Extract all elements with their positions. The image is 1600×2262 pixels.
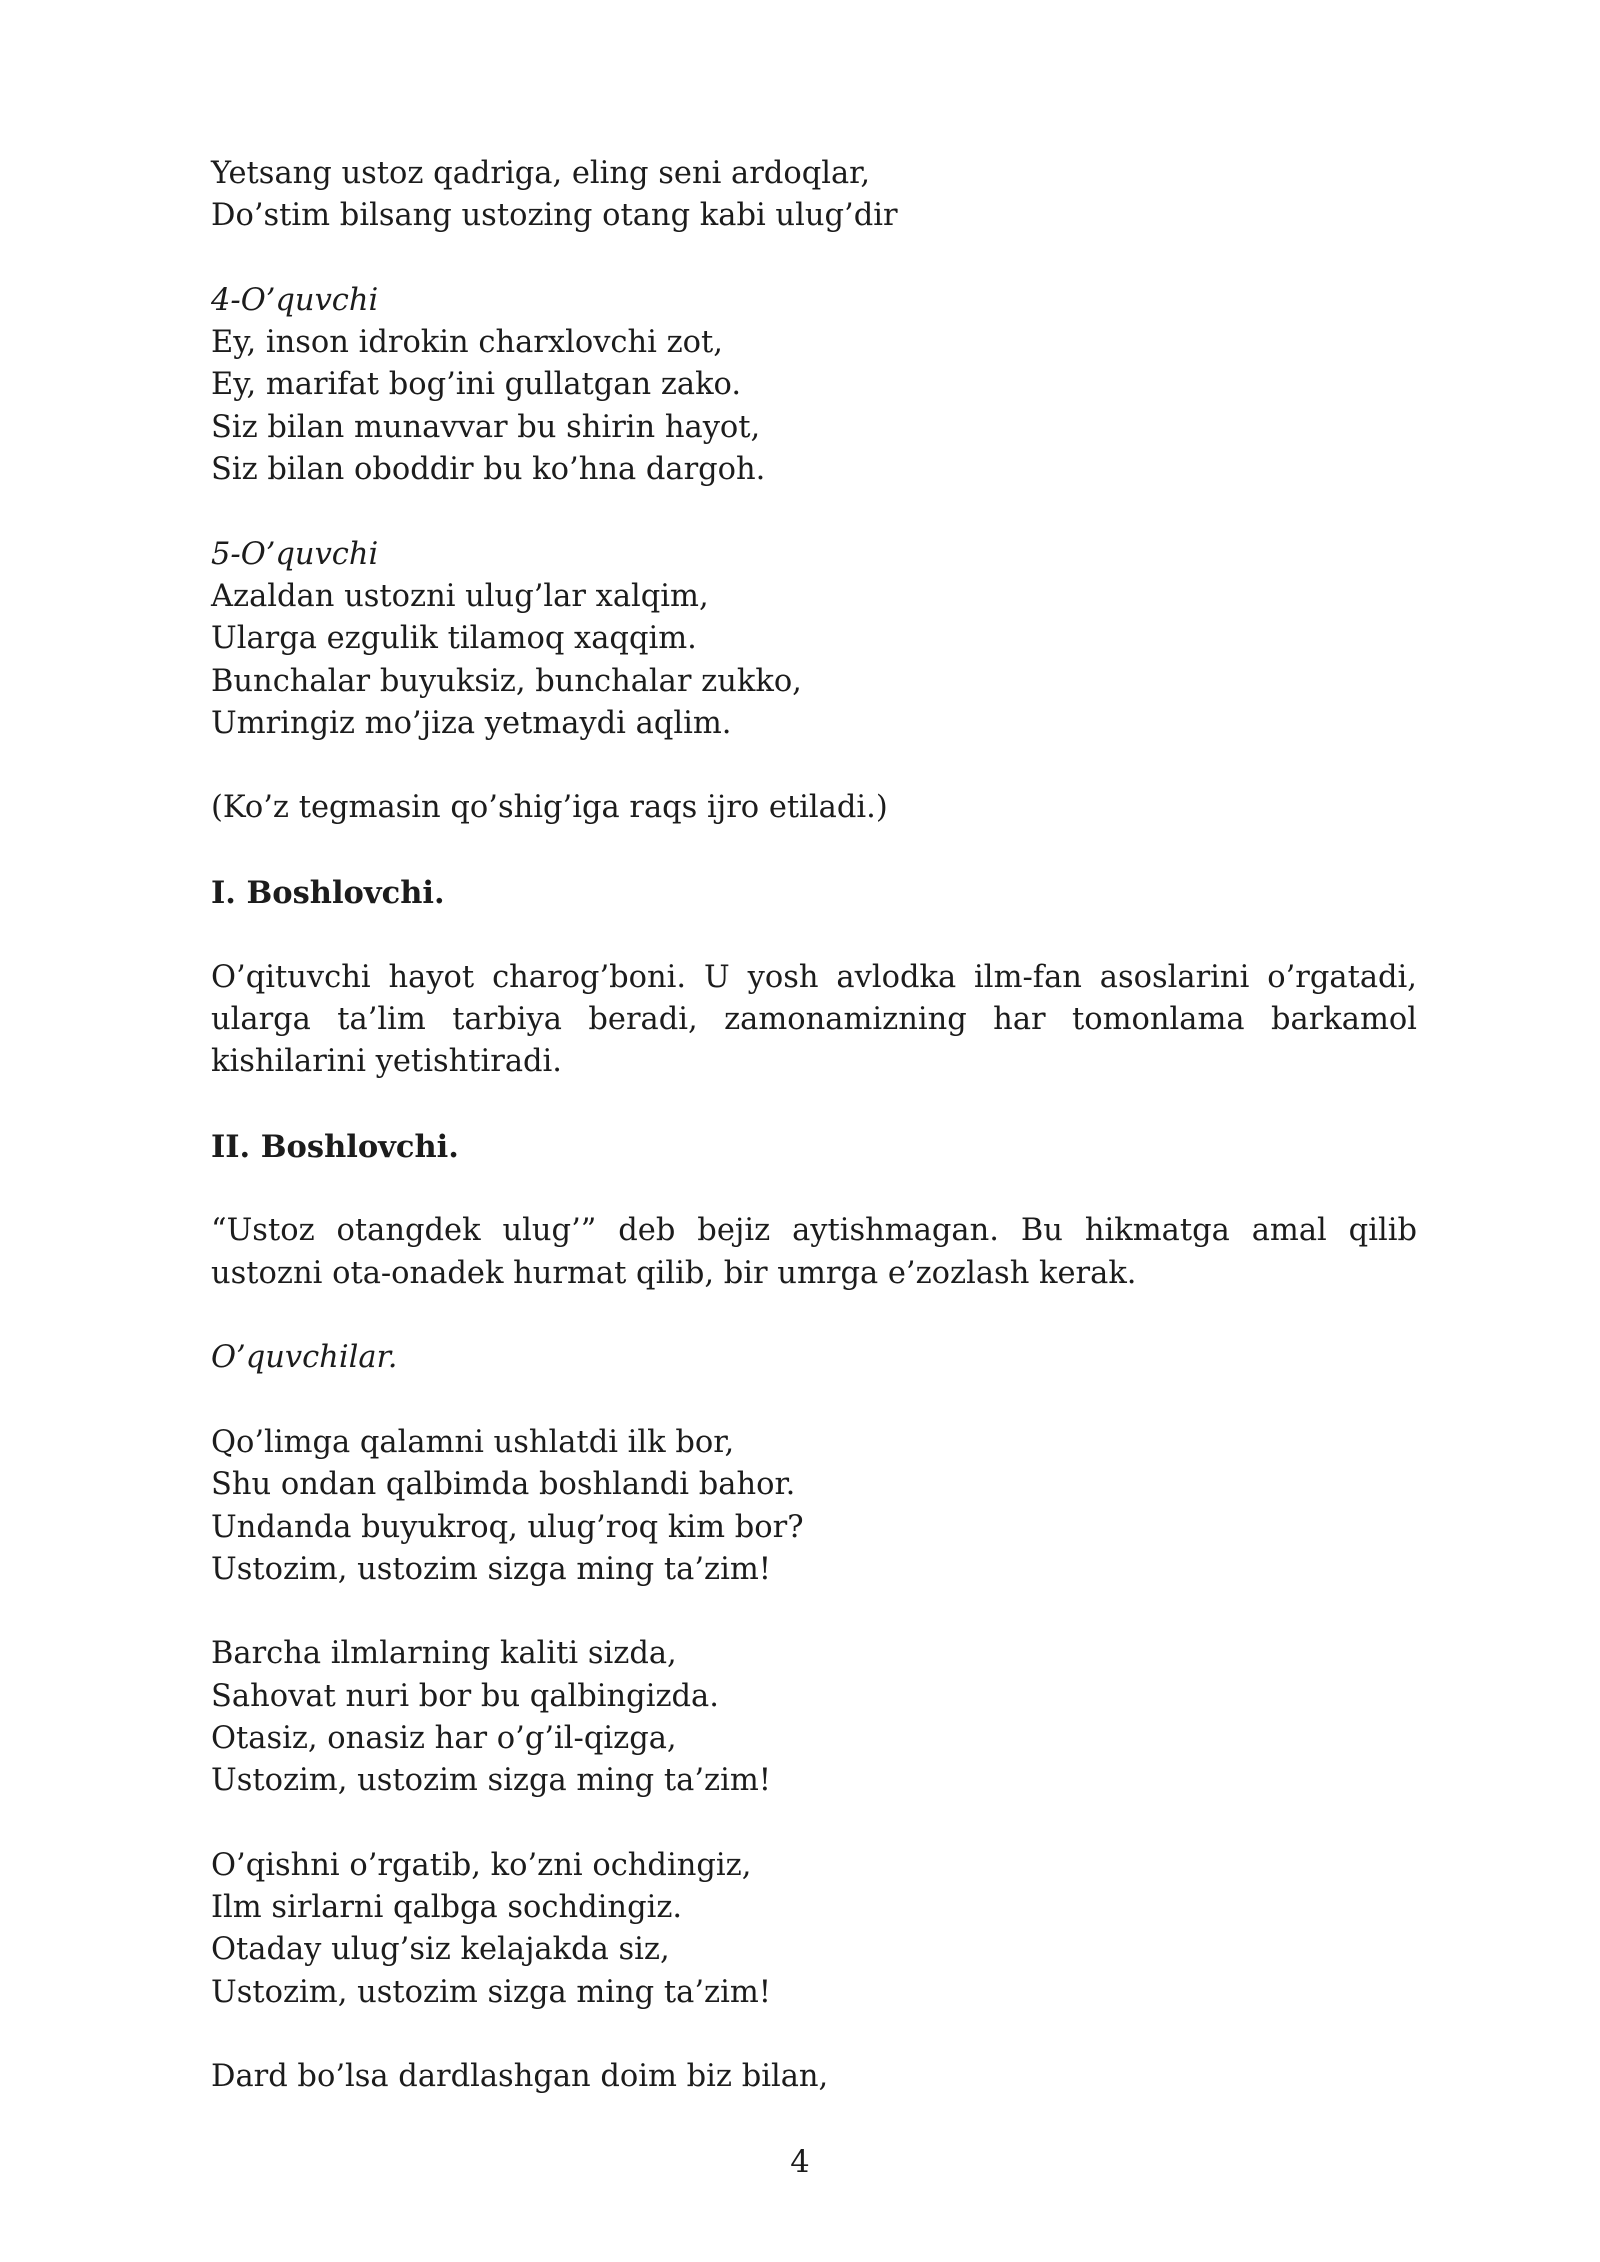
poem-line: Umringiz mo’jiza yetmaydi aqlim. [211,705,732,741]
stage-direction: (Ko’z tegmasin qo’shig’iga raqs ijro etiladi.) [211,790,888,826]
poem-line: Ustozim, ustozim sizga ming ta’zim! [211,1974,772,2010]
poem-line: Dard bo’lsa dardlashgan doim biz bilan, [211,2059,829,2095]
host-2-paragraph: “Ustoz otangdek ulug’” deb bejiz aytishmagan. Bu hikmatga amal qilib ustozni ota-onadek hurmat qilib, bir umrga e’zozlash kerak. [211,1213,1417,1291]
poem-line: Siz bilan oboddir bu ko’hna dargoh. [211,452,766,488]
host-1-heading: I. Boshlovchi. [211,875,445,912]
poem-line: Yetsang ustoz qadriga, eling seni ardoqlar, [211,156,871,191]
poem-line: Sahovat nuri bor bu qalbingizda. [211,1678,719,1714]
students-stanza-1 [211,1422,1417,1591]
poem-line: Ey, inson idrokin charxlovchi zot, [211,325,723,361]
host-1-paragraph: O’qituvchi hayot charog’boni. U yosh avlodka ilm-fan asoslarini o’rgatadi, ularga ta’lim tarbiya beradi, zamonamizning har tomonlama barkamol kishilarini yetishtiradi. [211,959,1417,1080]
host-2-heading: II. Boshlovchi. [211,1128,459,1165]
poem-line: Ularga ezgulik tilamoq xaqqim. [211,621,697,657]
poem-line: Siz bilan munavvar bu shirin hayot, [211,409,761,445]
speaker-5-section [211,534,1417,745]
poem-line: Azaldan ustozni ulug’lar xalqim, [211,578,709,614]
poem-line: O’qishni o’rgatib, ko’zni ochdingiz, [211,1847,752,1883]
poem-line: Do’stim bilsang ustozing otang kabi ulug’dir [211,198,898,234]
students-stanza-4 [211,2056,1417,2098]
document-page [211,153,1417,2099]
poem-line: Ustozim, ustozim sizga ming ta’zim! [211,1551,772,1587]
poem-line: Shu ondan qalbimda boshlandi bahor. [211,1467,796,1503]
students-stanza-2 [211,1633,1417,1802]
poem-line: Ey, marifat bog’ini gullatgan zako. [211,367,742,403]
poem-line: Bunchalar buyuksiz, bunchalar zukko, [211,663,802,699]
speaker-4-section [211,280,1417,491]
students-heading: O’quvchilar. [211,1340,398,1376]
poem-line: Qo’limga qalamni ushlatdi ilk bor, [211,1424,735,1460]
students-stanza-3 [211,1845,1417,2014]
poem-line: Ilm sirlarni qalbga sochdingiz. [211,1890,683,1926]
page-number: 4 [790,2145,810,2180]
speaker-name: 4-O’quvchi [211,282,379,318]
poem-line: Ustozim, ustozim sizga ming ta’zim! [211,1763,772,1799]
poem-line: Otaday ulug’siz kelajakda siz, [211,1932,670,1968]
poem-line: Undanda buyukroq, ulug’roq kim bor? [211,1509,804,1545]
poem-line: Barcha ilmlarning kaliti sizda, [211,1636,677,1672]
speaker-name: 5-O’quvchi [211,536,379,572]
stanza-top [211,153,1417,238]
poem-line: Otasiz, onasiz har o’g’il-qizga, [211,1720,677,1756]
